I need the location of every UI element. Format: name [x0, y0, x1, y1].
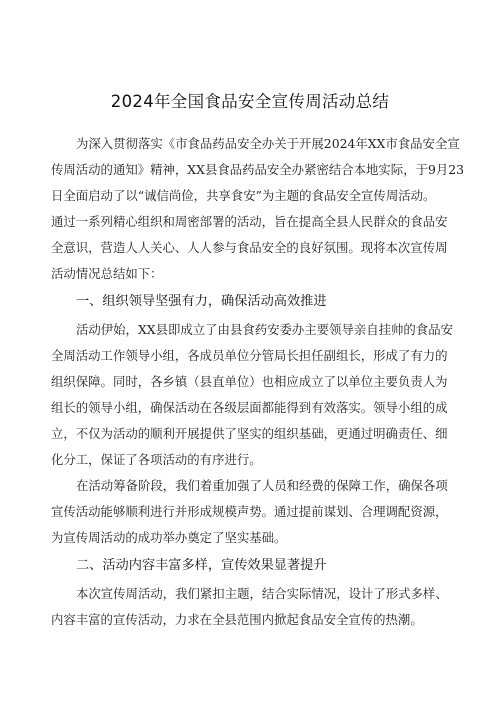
section2-paragraph-1 [51, 581, 449, 633]
paragraph-line: 本次宣传周活动，我们紧扣主题，结合实际情况，设计了形式多样、 [76, 586, 448, 601]
paragraph-line: 日全面启动了以“诚信尚俭，共享食安”为主题的食品安全宣传周活动。 [51, 188, 436, 203]
section-heading-2: 二、活动内容丰富多样，宣传效果显著提升 [76, 558, 327, 573]
paragraph-line: 立，不仅为活动的顺利开展提供了坚实的组织基础，更通过明确责任、细 [51, 426, 448, 441]
paragraph-line: 化分工，保证了各项活动的有序进行。 [51, 452, 262, 467]
paragraph-line: 传周活动的通知》精神，XX县食品药品安全办紧密结合本地实际，于9月23 [51, 162, 465, 177]
paragraph-line: 为宣传周活动的成功举办奠定了坚实基础。 [51, 530, 287, 545]
intro-paragraph [51, 131, 465, 287]
paragraph-line: 活动情况总结如下： [51, 266, 163, 281]
paragraph-line: 组长的领导小组，确保活动在各级层面都能得到有效落实。领导小组的成 [51, 400, 448, 415]
section-heading-1: 一、组织领导坚强有力，确保活动高效推进 [76, 294, 327, 309]
section1-paragraph-1 [51, 317, 453, 473]
paragraph-line: 内容丰富的宣传活动，力求在全县范围内掀起食品安全宣传的热潮。 [51, 612, 423, 627]
document-title: 2024年全国食品安全宣传周活动总结 [110, 92, 390, 111]
paragraph-line: 组织保障。同时，各乡镇（县直单位）也相应成立了以单位主要负责人为 [51, 374, 448, 389]
paragraph-line: 活动伊始，XX县即成立了由县食药安委办主要领导亲自挂帅的食品安 [76, 322, 453, 337]
paragraph-line: 全周活动工作领导小组，各成员单位分管局长担任副组长，形成了有力的 [51, 348, 448, 363]
paragraph-line: 通过一系列精心组织和周密部署的活动，旨在提高全县人民群众的食品安 [51, 214, 448, 229]
paragraph-line: 全意识，营造人人关心、人人参与食品安全的良好氛围。现将本次宣传周 [51, 240, 448, 255]
document-body [51, 131, 465, 633]
section1-paragraph-2 [51, 473, 449, 551]
paragraph-line: 宣传活动能够顺利进行并形成规模声势。通过提前谋划、合理调配资源， [51, 504, 448, 519]
paragraph-line: 在活动筹备阶段，我们着重加强了人员和经费的保障工作，确保各项 [76, 478, 448, 493]
paragraph-line: 为深入贯彻落实《市食品药品安全办关于开展2024年XX市食品安全宣 [76, 136, 460, 151]
